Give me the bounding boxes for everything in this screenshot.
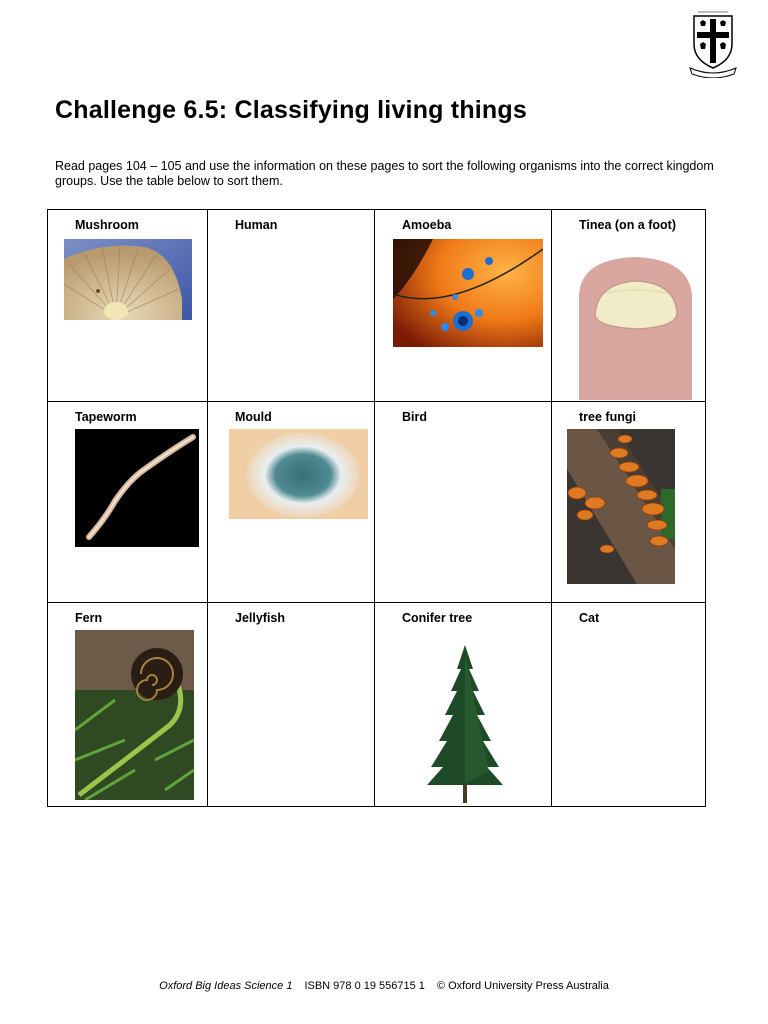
organism-label: Mould [235, 410, 272, 424]
cell-tree-fungi [552, 402, 706, 603]
classification-table [47, 209, 706, 807]
cell-conifer-tree [375, 603, 552, 807]
cell-bird [375, 402, 552, 603]
tapeworm-photo [75, 429, 199, 547]
organism-label: tree fungi [579, 410, 636, 424]
organism-label: Jellyfish [235, 611, 286, 625]
mould-photo [229, 429, 368, 519]
fern-photo [75, 630, 194, 800]
cell-fern [48, 603, 208, 807]
amoeba-photo [393, 239, 543, 347]
tree-fungi-photo [567, 429, 675, 584]
cell-tinea [552, 210, 706, 402]
organism-label: Conifer tree [402, 611, 473, 625]
school-crest-icon [688, 10, 738, 78]
cell-human [208, 210, 375, 402]
footer-book-title: Oxford Big Ideas Science 1 [159, 980, 293, 992]
cell-mould [208, 402, 375, 603]
organism-label: Fern [75, 611, 103, 625]
cell-amoeba [375, 210, 552, 402]
organism-label: Tinea (on a foot) [579, 218, 676, 232]
organism-label: Cat [579, 611, 600, 625]
cell-cat [552, 603, 706, 807]
cell-tapeworm [48, 402, 208, 603]
toenail-photo [579, 255, 692, 400]
organism-label: Mushroom [75, 218, 139, 232]
organism-label: Amoeba [402, 218, 452, 232]
organism-label: Tapeworm [75, 410, 137, 424]
mushroom-photo [64, 239, 192, 320]
organism-label: Bird [402, 410, 427, 424]
footer-copyright: © Oxford University Press Australia [436, 980, 609, 992]
conifer-tree-photo [425, 643, 505, 803]
organism-label: Human [235, 218, 278, 232]
page-title: Challenge 6.5: Classifying living things [55, 96, 527, 124]
footer-isbn: ISBN 978 0 19 556715 1 [304, 980, 425, 992]
page-footer [0, 980, 768, 992]
cell-mushroom [48, 210, 208, 402]
cell-jellyfish [208, 603, 375, 807]
instructions-text: Read pages 104 – 105 and use the information on these pages to sort the following organisms into the correct kingdom groups. Use the table below to sort them. [55, 159, 714, 188]
